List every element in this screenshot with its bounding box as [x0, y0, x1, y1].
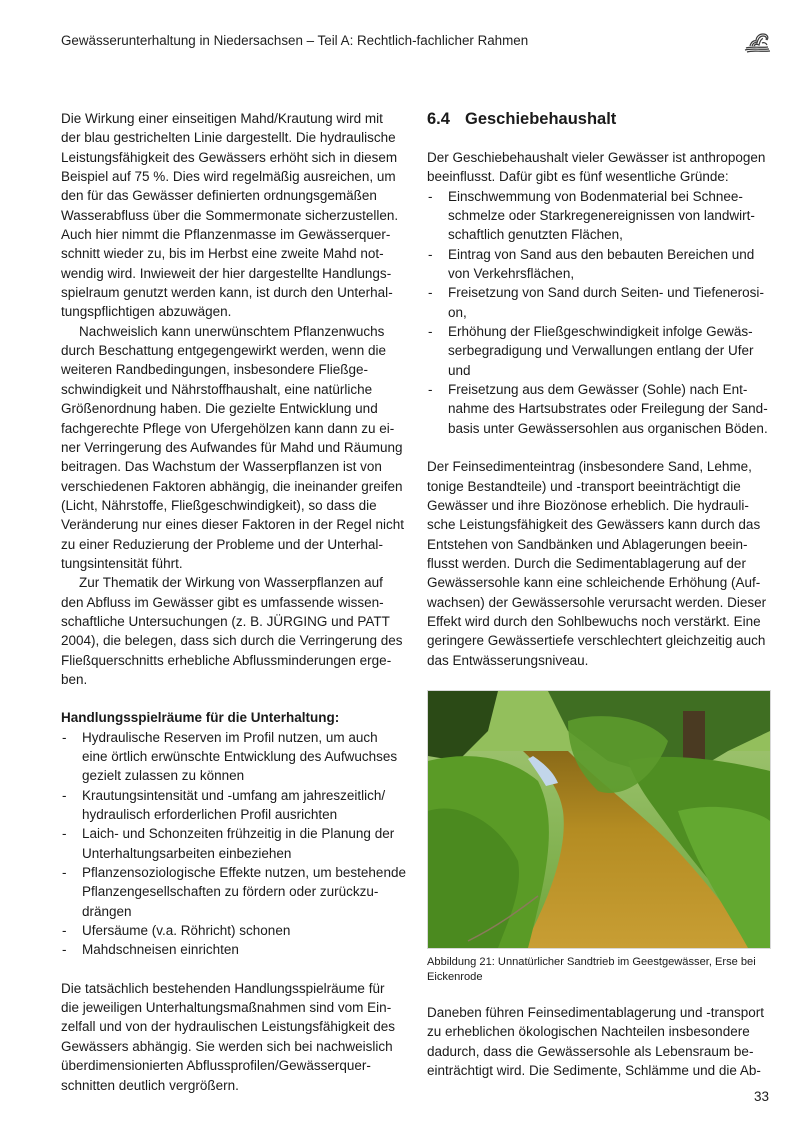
body-paragraph: Die tatsächlich bestehenden Handlungsspielräume für die jeweiligen Unterhaltungsmaßnahmen sind vom Einzelfall und von der hydraulischen Leistungsfähigkeit des Gewässers abhängig. Sie werden sich bei nachweislich überdimensionierten Abflussprofilen/Gewässerquerschnitten deutlich vergrößern.	[61, 980, 395, 1093]
body-paragraph: Die Wirkung einer einseitigen Mahd/Krautung wird mit der blau gestrichelten Linie dargestellt. Die hydraulische Leistungsfähigkeit des Gewässers erhöht sich in diesem Beispiel auf 75 %. Dies wird regelmäßig ausreichen, um den für das Gewässer definierten ordnungsgemäßen Wasserabfluss über die Sommermonate sicherzustellen. Auch hier nimmt die Pflanzenmasse im Gewässerquerschnitt wieder zu, bis im Herbst eine zweite Mahd notwendig wird. Inwieweit der hier dargestellte Handlungsspielraum genutzt werden kann, ist durch den Unterhaltungspflichtigen abzuwägen.	[61, 111, 399, 320]
left-column	[61, 109, 406, 1095]
page-number: 33	[754, 1089, 770, 1104]
body-paragraph: Zur Thematik der Wirkung von Wasserpflanzen auf den Abfluss im Gewässer gibt es umfassende wissenschaftliche Untersuchungen (z. B. JÜRGING und PATT 2004), die belegen, dass sich durch die Verringerung des Fließquerschnitts erhebliche Abflussminderungen ergeben.	[61, 575, 403, 687]
body-paragraph: Daneben führen Feinsedimentablagerung und -transport zu erheblichen ökologischen Nachteilen insbesondere dadurch, dass die Gewässersohle als Lebensraum beeinträchtigt wird. Die Sedimente, Schlämme und die Ab-	[427, 1005, 764, 1079]
list-item: - Ufersäume (v.a. Röhricht) schonen	[61, 921, 406, 940]
body-paragraph: Der Geschiebehaushalt vieler Gewässer ist anthropogen beeinflusst. Dafür gibt es fünf wesentliche Gründe:	[427, 150, 766, 185]
section-number: 6.4	[427, 110, 450, 128]
options-list	[61, 728, 406, 960]
list-item: - Laich- und Schonzeiten frühzeitig in die Planung der Unterhaltungsarbeiten einbeziehen	[61, 824, 406, 863]
list-item: - Hydraulische Reserven im Profil nutzen, um auch eine örtlich erwünschte Entwicklung des Aufwuchses gezielt zulassen zu können	[61, 728, 406, 786]
figure-caption: Abbildung 21: Unnatürlicher Sandtrieb im Geestgewässer, Erse bei Eickenrode	[427, 955, 756, 983]
list-item: - Freisetzung von Sand durch Seiten- und Tiefenerosion,	[427, 283, 772, 322]
list-item: - Pflanzensoziologische Effekte nutzen, um bestehende Pflanzengesellschaften zu fördern oder zurückzudrängen	[61, 863, 406, 921]
list-item: - Mahdschneisen einrichten	[61, 940, 406, 959]
right-column	[427, 109, 772, 1081]
list-item: - Freisetzung aus dem Gewässer (Sohle) nach Entnahme des Hartsubstrates oder Freilegung der Sandbasis unter Gewässersohlen aus organischen Böden.	[427, 380, 772, 438]
header-title: Gewässerunterhaltung in Niedersachsen – Teil A: Rechtlich-fachlicher Rahmen	[61, 33, 529, 48]
body-paragraph: Nachweislich kann unerwünschtem Pflanzenwuchs durch Beschattung entgegengewirkt werden, wenn die weiteren Randbedingungen, insbesondere Fließgeschwindigkeit und Nährstoffhaushalt, eine natürliche Größenordnung haben. Die gezielte Entwicklung und fachgerechte Pflege von Ufergehölzen kann dann zu einer Verringerung des Aufwandes für Mahd und Räumung beitragen. Das Wachstum der Wasserpflanzen ist von verschiedenen Faktoren abhängig, die ineinander greifen (Licht, Nährstoffe, Fließgeschwindigkeit), so dass die Veränderung nur eines dieser Faktoren in der Regel nicht zu einer Reduzierung der Probleme und der Unterhaltungsintensität führt.	[61, 323, 404, 571]
section-heading	[427, 109, 772, 129]
section-title: Geschiebehaushalt	[465, 110, 617, 128]
stream-photo	[427, 690, 771, 949]
list-item: - Krautungsintensität und -umfang am jahreszeitlich/ hydraulisch erforderlichen Profil ausrichten	[61, 786, 406, 825]
list-item: - Eintrag von Sand aus den bebauten Bereichen und von Verkehrsflächen,	[427, 245, 772, 284]
wave-hand-logo-icon	[742, 31, 774, 55]
reasons-list	[427, 187, 772, 438]
running-header	[61, 31, 791, 55]
list-heading: Handlungsspielräume für die Unterhaltung:	[61, 710, 340, 726]
list-item: - Einschwemmung von Bodenmaterial bei Schneeschmelze oder Starkregenereignissen von landwirtschaftlich genutzten Flächen,	[427, 187, 772, 245]
list-item: - Erhöhung der Fließgeschwindigkeit infolge Gewässerbegradigung und Verwallungen entlang der Ufer und	[427, 322, 772, 380]
body-paragraph: Der Feinsedimenteintrag (insbesondere Sand, Lehme, tonige Bestandteile) und -transport beeinträchtigt die Gewässer und ihre Biozönose erheblich. Die hydraulische Leistungsfähigkeit des Gewässers kann durch das Entstehen von Sandbänken und Ablagerungen beeinflusst werden. Durch die Sedimentablagerung auf der Gewässersohle kann eine schleichende Erhöhung (Aufwachsen) der Gewässersohle verursacht werden. Dieser Effekt wird durch den Sohlbewuchs noch verstärkt. Eine geringere Gewässertiefe verschlechtert gleichzeitig auch das Entwässerungsniveau.	[427, 459, 767, 668]
stream-photo-illustration	[428, 691, 770, 948]
